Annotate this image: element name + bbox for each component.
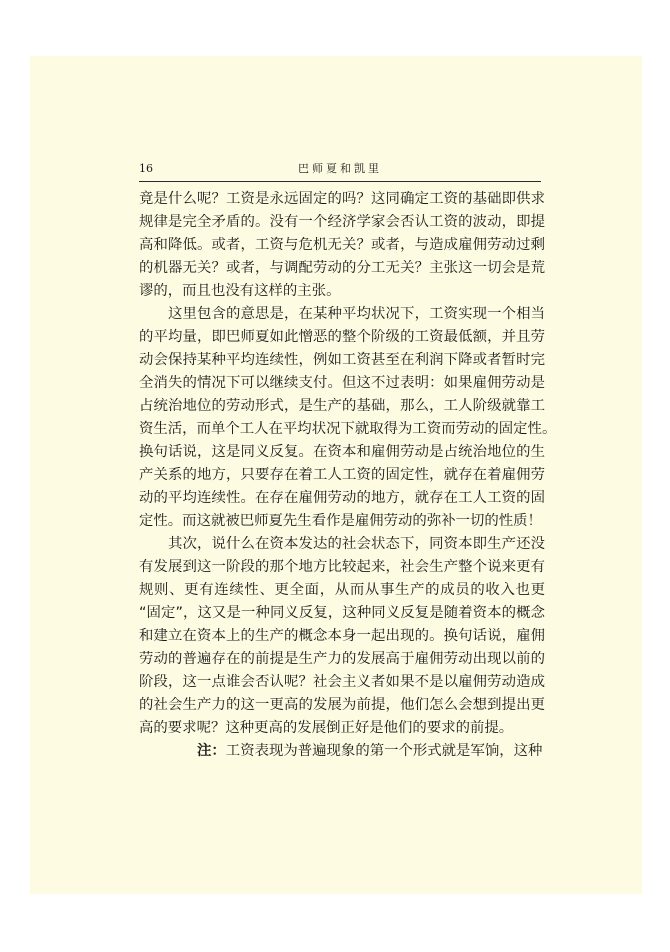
note — [139, 740, 545, 763]
note-text: 工资表现为普遍现象的第一个形式就是军饷，这种 — [225, 743, 543, 759]
text-line: 劳动的普遍存在的前提是生产力的发展高于雇佣劳动出现以前的 — [139, 651, 545, 667]
text-line: 阶段，这一点谁会否认呢？社会主义者如果不是以雇佣劳动造成 — [139, 674, 545, 690]
text-line: 的机器无关？或者，与调配劳动的分工无关？主张这一切会是荒 — [139, 260, 545, 276]
running-header — [139, 162, 541, 182]
running-title: 巴师夏和凯里 — [298, 162, 382, 175]
text-line: 动会保持某种平均连续性，例如工资甚至在利润下降或者暂时完 — [139, 352, 545, 368]
text-line: 这里包含的意思是，在某种平均状况下，工资实现一个相当 — [168, 306, 545, 322]
text-line: 资生活，而单个工人在平均状况下就取得为工资而劳动的固定性。 — [139, 421, 557, 437]
text-line: 竟是什么呢？工资是永远固定的吗？这同确定工资的基础即供求 — [139, 191, 545, 207]
text-line: 其次，说什么在资本发达的社会状态下，同资本即生产还没 — [168, 536, 545, 552]
text-line: 高的要求呢？这种更高的发展倒正好是他们的要求的前提。 — [139, 720, 514, 736]
text-line: 产关系的地方，只要存在着工人工资的固定性，就存在着雇佣劳 — [139, 467, 545, 483]
page-number: 16 — [139, 162, 153, 175]
text-line: 谬的，而且也没有这样的主张。 — [139, 283, 341, 299]
text-line: 的社会生产力的这一更高的发展为前提，他们怎么会想到提出更 — [139, 697, 545, 713]
note-label: 注： — [197, 743, 226, 759]
body-text — [139, 188, 557, 763]
text-line: 占统治地位的劳动形式，是生产的基础，那么，工人阶级就靠工 — [139, 398, 545, 414]
text-line: 换句话说，这是同义反复。在资本和雇佣劳动是占统治地位的生 — [139, 444, 545, 460]
text-line: 和建立在资本上的生产的概念本身一起出现的。换句话说，雇佣 — [139, 628, 545, 644]
text-line: 的平均量，即巴师夏如此憎恶的整个阶级的工资最低额，并且劳 — [139, 329, 545, 345]
text-line: 高和降低。或者，工资与危机无关？或者，与造成雇佣劳动过剩 — [139, 237, 545, 253]
text-line: 定性。而这就被巴师夏先生看作是雇佣劳动的弥补一切的性质！ — [139, 513, 542, 529]
text-line: 全消失的情况下可以继续支付。但这不过表明：如果雇佣劳动是 — [139, 375, 545, 391]
text-line: 规律是完全矛盾的。没有一个经济学家会否认工资的波动，即提 — [139, 214, 545, 230]
text-line: 动的平均连续性。在存在雇佣劳动的地方，就存在工人工资的固 — [139, 490, 545, 506]
text-line: 规则、更有连续性、更全面，从而从事生产的成员的收入也更 — [139, 582, 545, 598]
text-line: 有发展到这一阶段的那个地方比较起来，社会生产整个说来更有 — [139, 559, 545, 575]
text-line: “固定”，这又是一种同义反复，这种同义反复是随着资本的概念 — [139, 605, 545, 621]
